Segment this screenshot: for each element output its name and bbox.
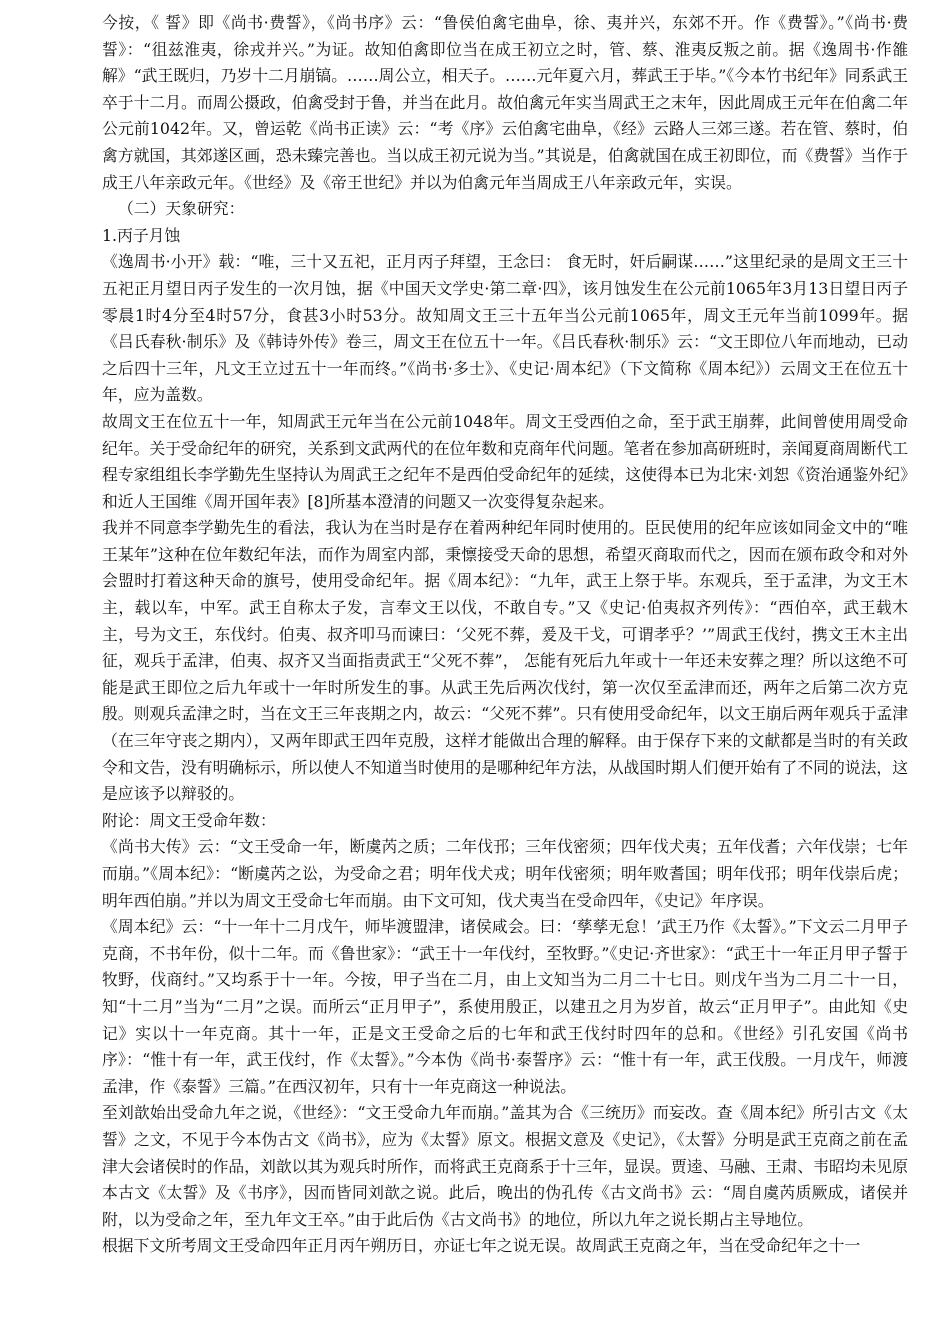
- paragraph-wen-wang-reign: 故周文王在位五十一年，知周武王元年当在公元前1048年。周文王受西伯之命，至于武王崩葬，此间曾使用周受命纪年。关于受命纪年的研究，关系到文武两代的在位年数和克商年代问题。笔者在参加高研班时，亲闻夏商周断代工程专家组组长李学勤先生坚持认为周武王之纪年不是西伯受命纪年的延续，这使得本已为北宋·刘恕《资治通鉴外纪》和近人王国维《周开国年表》[8]所基本澄清的问题又一次变得复杂起来。: [102, 411, 908, 511]
- paragraph-bo-qin-accession: 今按，《 誓》即《尚书·费誓》，《尚书序》云：“鲁侯伯禽宅曲阜，徐、夷并兴，东郊不开。作《费誓》。”《尚书·费誓》：“徂兹淮夷，徐戎并兴。”为证。故知伯禽即位当在成王初立之时，管、蔡、淮夷反叛之前。据《逸周书·作雒解》“武王既归，乃岁十二月崩镐。……周公立，相天子。……元年夏六月，葬武王于毕。”《今本竹书纪年》同系武王卒于十二月。而周公摄政，伯禽受封于鲁，并当在此月。故伯禽元年实当周武王之末年，因此周成王元年在伯禽二年公元前1042年。又，曾运乾《尚书正读》云：“考《序》云伯禽宅曲阜，《经》云路人三郊三遂。若在管、蔡时，伯禽方就国，其郊遂区画，恐未臻完善也。当以成王初元说为当。”其说是，伯禽就国在成王初即位，而《费誓》当作于成王八年亲政元年。《世经》及《帝王世纪》并以为伯禽元年当周成王八年亲政元年，实误。: [102, 13, 908, 192]
- document-page: [102, 10, 908, 1260]
- paragraph-lunar-eclipse: 《逸周书·小开》载：“唯，三十又五祀，正月丙子拜望，王念曰： 食无时，奸后嗣谋……”这里纪录的是周文王三十五祀正月望日丙子发生的一次月蚀，据《中国天文学史·第二章·四》，该月蚀发生在公元前1065年3月13日望日丙子零晨1时4分至4时57分，食甚3小时53分。故知周文王三十五年当公元前1065年，周文王元年当前1099年。据《吕氏春秋·制乐》及《韩诗外传》卷三，周文王在位五十一年。《吕氏春秋·制乐》云：“文王即位八年而地动，已动之后四十三年，凡文王立过五十一年而终。”《尚书·多士》、《史记·周本纪》（下文简称《周本纪》）云周文王在位五十年，应为盖数。: [102, 252, 908, 405]
- paragraph-liu-xin: 至刘歆始出受命九年之说，《世经》：“文王受命九年而崩。”盖其为合《三统历》而妄改。查《周本纪》所引古文《太誓》之文，不见于今本伪古文《尚书》，应为《太誓》原文。根据文意及《史记》，《太誓》分明是武王克商之前在孟津大会诸侯时的作品，刘歆以其为观兵时所作，而将武王克商系于十三年，显误。贾逵、马融、王肃、韦昭均未见原本古文《太誓》及《书序》，因而皆同刘歆之说。此后，晚出的伪孔传《古文尚书》云：“周自虞芮质厥成，诸侯并附，以为受命之年，至九年文王卒。”由于此后伪《古文尚书》的地位，所以九年之说长期占主导地位。: [102, 1103, 908, 1229]
- paragraph-shangshu-dazhuan: 《尚书大传》云：“文王受命一年，断虞芮之质；二年伐邘；三年伐密须；四年伐犬夷；五年伐耆；六年伐崇；七年而崩。”《周本纪》：“断虞芮之讼，为受命之君；明年伐犬戎；明年伐密须；明年败耆国；明年伐邘；明年伐崇后虎；明年西伯崩。”并以为周文王受命七年而崩。由下文可知，伐犬夷当在受命四年，《史记》年序误。: [102, 837, 908, 910]
- subsection-heading-bingzi-eclipse: 1.丙子月蚀: [102, 225, 181, 245]
- section-heading-astronomy: （二）天象研究：: [118, 199, 245, 219]
- paragraph-zhou-benji: 《周本纪》云：“十一年十二月戊午，师毕渡盟津，诸侯咸会。曰：‘孳孳无怠！’武王乃作《太誓》。”下文云二月甲子克商，不书年份，似十二年。而《鲁世家》：“武王十一年伐纣，至牧野。”《史记·齐世家》：“武王十一年正月甲子誓于牧野，伐商纣。”又均系于十一年。今按，甲子当在二月，由上文知当为二月二十七日。则戊午当为二月二十一日，知“十二月”当为“二月”之误。而所云“正月甲子”，系使用殷正，以建丑之月为岁首，故云“正月甲子”。由此知《史记》实以十一年克商。其十一年，正是文王受命之后的七年和武王伐纣时四年的总和。《世经》引孔安国《尚书序》：“惟十有一年，武王伐纣，作《太誓》。”今本伪《尚书·泰誓序》云：“惟十有一年，武王伐殷。一月戊午，师渡孟津，作《泰誓》三篇。”在西汉初年，只有十一年克商这一种说法。: [102, 917, 908, 1096]
- paragraph-two-calendars: 我并不同意李学勤先生的看法，我认为在当时是存在着两种纪年同时使用的。臣民使用的纪年应该如同金文中的“唯王某年”这种在位年数纪年法，而作为周室内部，秉懔接受天命的思想，希望灭商取而代之，因而在颁布政令和对外会盟时打着这种天命的旗号，使用受命纪年。据《周本纪》：“九年，武王上祭于毕。东观兵，至于孟津，为文王木主，载以车，中军。武王自称太子发，言奉文王以伐，不敢自专。”又《史记·伯夷叔齐列传》：“西伯卒，武王载木主，号为文王，东伐纣。伯夷、叔齐叩马而谏曰：‘父死不葬，爰及干戈，可谓孝乎？’”周武王伐纣，携文王木主出征，观兵于孟津，伯夷、叔齐又当面指责武王“父死不葬”， 怎能有死后九年或十一年还未安葬之理？所以这绝不可能是武王即位之后九年或十一年时所发生的事。从武王先后两次伐纣，第一次仅至孟津而还，两年之后第二次方克殷。则观兵孟津之时，当在文王三年丧期之内，故云：“父死不葬”。只有使用受命纪年，以文王崩后两年观兵于孟津（在三年守丧之期内），又两年即武王四年克殷，这样才能做出合理的解释。由于保存下来的文献都是当时的有关政令和文告，没有明确标示，所以使人不知道当时使用的是哪种纪年方法，从战国时期人们便开始有了不同的说法，这是应该予以辩驳的。: [102, 518, 908, 804]
- appendix-heading: 附论：周文王受命年数：: [102, 810, 276, 830]
- paragraph-conclusion: 根据下文所考周文王受命四年正月丙午朔历日，亦证七年之说无误。故周武王克商之年，当在受命纪年之十一: [102, 1236, 861, 1256]
